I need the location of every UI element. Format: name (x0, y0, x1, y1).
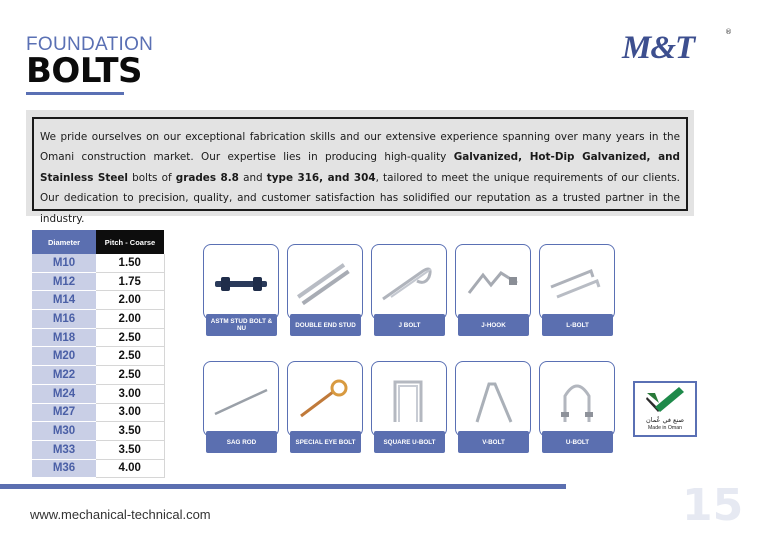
spec-row (32, 422, 164, 441)
product-card (539, 244, 615, 336)
made-in-oman-badge (633, 381, 697, 437)
diameter-cell: M18 (32, 328, 96, 347)
spec-table-header (32, 230, 164, 254)
v-bolt-icon (461, 370, 525, 426)
diameter-cell: M14 (32, 291, 96, 310)
registered-mark: ® (725, 28, 732, 36)
pitch-cell: 2.50 (96, 328, 164, 347)
diameter-cell: M36 (32, 459, 96, 478)
pitch-cell: 2.00 (96, 310, 164, 329)
square-u-bolt-icon (377, 370, 441, 426)
spec-row (32, 384, 164, 403)
pitch-cell: 2.50 (96, 347, 164, 366)
diameter-cell: M20 (32, 347, 96, 366)
double-end-stud-icon (293, 253, 357, 309)
header-pitch: Pitch - Coarse (96, 230, 164, 254)
product-image (287, 361, 363, 437)
company-logo (622, 28, 734, 72)
product-image (371, 244, 447, 320)
diameter-cell: M24 (32, 384, 96, 403)
pitch-cell: 1.75 (96, 272, 164, 291)
product-label: SPECIAL EYE BOLT (290, 431, 361, 453)
product-image (287, 244, 363, 320)
spec-row (32, 310, 164, 329)
product-label: V-BOLT (458, 431, 529, 453)
u-bolt-icon (545, 370, 609, 426)
product-card (539, 361, 615, 453)
badge-english: Made in Oman (647, 425, 683, 431)
page-number: 15 (682, 480, 744, 531)
pitch-cell: 4.00 (96, 459, 164, 478)
product-card (455, 244, 531, 336)
product-image (539, 244, 615, 320)
pitch-cell: 3.00 (96, 384, 164, 403)
spec-row (32, 291, 164, 310)
product-image (203, 361, 279, 437)
diameter-cell: M10 (32, 254, 96, 272)
product-card (371, 361, 447, 453)
diameter-cell: M27 (32, 403, 96, 422)
spec-row (32, 459, 164, 478)
sag-rod-icon (209, 370, 273, 426)
product-label: SQUARE U-BOLT (374, 431, 445, 453)
spec-row (32, 366, 164, 385)
product-card (287, 361, 363, 453)
page-title: BOLTS (26, 51, 143, 91)
product-card (371, 244, 447, 336)
pitch-cell: 3.50 (96, 422, 164, 441)
product-label: U-BOLT (542, 431, 613, 453)
stud-bolt-icon (209, 253, 273, 309)
diameter-cell: M33 (32, 440, 96, 459)
product-image (455, 244, 531, 320)
product-image (455, 361, 531, 437)
l-bolt-icon (545, 253, 609, 309)
website-link[interactable]: www.mechanical-technical.com (30, 507, 211, 522)
product-card (455, 361, 531, 453)
product-label: SAG ROD (206, 431, 277, 453)
pitch-cell: 3.50 (96, 440, 164, 459)
pitch-cell: 2.00 (96, 291, 164, 310)
spec-row (32, 254, 164, 272)
product-label: J BOLT (374, 314, 445, 336)
header-diameter: Diameter (32, 230, 96, 254)
spec-table (32, 230, 165, 478)
diameter-cell: M22 (32, 366, 96, 385)
product-card (287, 244, 363, 336)
spec-row (32, 328, 164, 347)
spec-row (32, 440, 164, 459)
spec-row (32, 403, 164, 422)
product-card (203, 244, 279, 336)
product-card (203, 361, 279, 453)
spec-row (32, 272, 164, 291)
eye-bolt-icon (293, 370, 357, 426)
diameter-cell: M30 (32, 422, 96, 441)
intro-paragraph: We pride ourselves on our exceptional fabrication skills and our extensive experience spanning over many years in the Omani construction market. Our expertise lies in producing high-quality Galvanized, Hot-Dip Galvanized, and Stainless Steel bolts of grades 8.8 and type 316, and 304, tailored to meet the unique requirements of our clients. Our dedication to precision, quality, and customer satisfaction has solidified our reputation as a trusted partner in the industry. (40, 131, 680, 225)
product-image (539, 361, 615, 437)
spec-row (32, 347, 164, 366)
diameter-cell: M16 (32, 310, 96, 329)
product-label: DOUBLE END STUD (290, 314, 361, 336)
j-hook-icon (461, 253, 525, 309)
intro-box (32, 117, 688, 225)
product-label: J-HOOK (458, 314, 529, 336)
product-image (203, 244, 279, 320)
badge-arabic: صنع في عُمان (646, 416, 684, 424)
product-label: ASTM STUD BOLT & NU (206, 314, 277, 336)
page-title-top: FOUNDATION (26, 34, 154, 55)
j-bolt-icon (377, 253, 441, 309)
intro-panel (26, 110, 694, 225)
pitch-cell: 2.50 (96, 366, 164, 385)
pitch-cell: 3.00 (96, 403, 164, 422)
made-in-oman-icon (635, 383, 695, 417)
product-label: L-BOLT (542, 314, 613, 336)
title-underline (26, 92, 124, 95)
pitch-cell: 1.50 (96, 254, 164, 272)
diameter-cell: M12 (32, 272, 96, 291)
logo-text: M&T (622, 30, 695, 66)
product-image (371, 361, 447, 437)
footer-bar (0, 484, 566, 489)
